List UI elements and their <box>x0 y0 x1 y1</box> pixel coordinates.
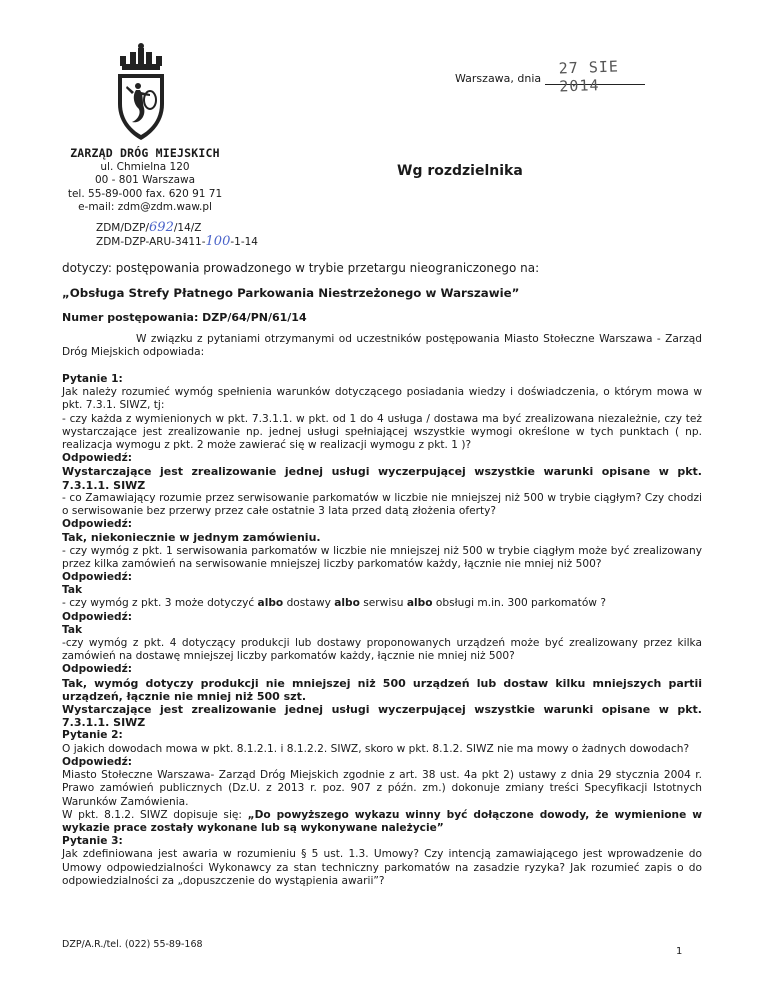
answer-1d: Tak <box>62 623 83 636</box>
dotyczy-line: dotyczy: postępowania prowadzonego w trybie przetargu nieograniczonego na: <box>62 261 540 275</box>
date-stamp: 27 SIE 2014 <box>558 57 619 96</box>
answer-1b: Tak, niekoniecznie w jednym zamówieniu. <box>62 531 321 545</box>
question-1-text: Jak należy rozumieć wymóg spełnienia warunków dotyczącego posiadania wiedzy i doświadczenia, o którym mowa w pkt. 7.3.1. SIWZ, tj: <box>62 386 702 412</box>
answer-label: Odpowiedź: <box>62 610 133 623</box>
answer-2-amendment <box>62 809 702 835</box>
org-name: ZARZĄD DRÓG MIEJSKICH <box>70 146 220 160</box>
a2-pre: W pkt. 8.1.2. SIWZ dopisuje się: <box>62 808 248 821</box>
intro-lead: W związku z pytaniami otrzymanymi od uczestników postępowania Miasto Stołeczne Warszawa - Zarząd Dróg Miejskich odpowiada: <box>62 333 702 359</box>
recipient: Wg rozdzielnika <box>397 163 523 179</box>
answer-label: Odpowiedź: <box>62 663 133 676</box>
ref1-handwritten: 692 <box>149 220 174 235</box>
reference-2 <box>96 235 258 249</box>
question-3-text: Jak zdefiniowana jest awaria w rozumieniu § 5 ust. 1.3. Umowy? Czy intencją zamawiającego jest wprowadzenie do Umowy odpowiedzialności Wykonawcy za stan techniczny parkomatów na zasadzie ryzyka? Jak rozumieć zapis o do odpowiedzialności za „dopuszczenie do wystąpienia awarii”? <box>62 848 702 887</box>
reference-1 <box>96 221 258 235</box>
ref1-suffix: /14/Z <box>173 222 202 234</box>
question-1c: - czy wymóg z pkt. 1 serwisowania parkomatów w liczbie nie mniejszej niż 500 w trybie ciągłym może być zrealizowany przez kilka zamówień na serwisowanie mniejszej liczby parkomatów każdy, łącznie nie mniej niż 500? <box>62 544 702 570</box>
q1d-mid-1: dostawy <box>283 597 335 610</box>
ref2-handwritten: 100 <box>205 234 231 249</box>
org-city: 00 - 801 Warszawa <box>94 174 196 186</box>
qa-section <box>62 373 702 888</box>
answer-label: Odpowiedź: <box>62 755 133 768</box>
org-phone: tel. 55-89-000 fax. 620 91 71 <box>67 187 223 200</box>
q1d-pre: - czy wymóg z pkt. 3 może dotyczyć <box>62 597 258 610</box>
org-email: e-mail: zdm@zdm.waw.pl <box>78 201 212 213</box>
place-date <box>455 57 645 96</box>
tender-title: „Obsługa Strefy Płatnego Parkowania Niestrzeżonego w Warszawie” <box>62 286 520 300</box>
ref1-prefix: ZDM/DZP/ <box>96 222 150 234</box>
question-3-label: Pytanie 3: <box>62 835 123 848</box>
question-2-label: Pytanie 2: <box>62 729 123 742</box>
sender-address-block <box>60 147 230 215</box>
q1d-albo-3: albo <box>406 597 433 610</box>
reference-numbers <box>96 221 258 249</box>
question-1e: -czy wymóg z pkt. 4 dotyczący produkcji lub dostawy proponowanych urządzeń może być zrealizowany przez kilka zamówień na dostawę mniejszej liczby parkomatów każdy, łącznie nie mniej niż 500? <box>62 637 702 663</box>
answer-1e-2: Wystarczające jest zrealizowanie jednej usługi wyczerpującej wszystkie warunki opisane w pkt. 7.3.1.1. SIWZ <box>62 703 702 730</box>
answer-label: Odpowiedź: <box>62 518 133 531</box>
page-number: 1 <box>676 946 683 957</box>
ref2-suffix: -1-14 <box>230 236 258 248</box>
question-1b: - co Zamawiający rozumie przez serwisowanie parkomatów w liczbie nie mniejszej niż 500 w trybie ciągłym? Czy chodzi o serwisowanie bez przerwy przez całe ostatnie 3 lata przed datą złożenia oferty? <box>62 491 702 518</box>
answer-1c: Tak <box>62 584 83 597</box>
question-1d <box>62 597 702 610</box>
answer-label: Odpowiedź: <box>62 452 133 465</box>
date-blank <box>545 57 645 96</box>
tender-number: Numer postępowania: DZP/64/PN/61/14 <box>62 311 307 324</box>
q1d-albo-1: albo <box>257 597 284 610</box>
q1d-post: obsługi m.in. 300 parkomatów ? <box>432 597 606 610</box>
warsaw-crest-logo <box>108 42 174 142</box>
answer-2-text: Miasto Stołeczne Warszawa- Zarząd Dróg Miejskich zgodnie z art. 38 ust. 4a pkt 2) ustawy z dnia 29 stycznia 2004 r. Prawo zamówień publicznych (Dz.U. z 2013 r. poz. 907 z późn. zm.) dokonuje zmiany treści Specyfikacji Istotnych Warunków Zamówienia. <box>62 769 702 808</box>
answer-label: Odpowiedź: <box>62 571 133 584</box>
org-street: ul. Chmielna 120 <box>100 160 190 173</box>
question-2-text: O jakich dowodach mowa w pkt. 8.1.2.1. i 8.1.2.2. SIWZ, skoro w pkt. 8.1.2. SIWZ nie ma mowy o żadnych dowodach? <box>62 742 690 755</box>
footer-contact: DZP/A.R./tel. (022) 55-89-168 <box>62 939 203 950</box>
a2-bold: „Do powyższego wykazu winny być dołączone dowody, że wymienione w wykazie prace zostały wykonane lub są wykonywane należycie” <box>62 808 702 834</box>
place-date-label: Warszawa, dnia <box>455 72 542 85</box>
question-1a: - czy każda z wymienionych w pkt. 7.3.1.1. w pkt. od 1 do 4 usługa / dostawa ma być zrealizowana niezależnie, czy też wystarczające jest zrealizowanie np. jednej usługi spełniającej wszystkie wymogi określone w tych punktach ( np. realizacja wymogu z pkt. 2 może zawierać się w realizacji wymogu z pkt. 1 )? <box>62 412 702 452</box>
q1d-albo-2: albo <box>334 597 360 610</box>
ref2-prefix: ZDM-DZP-ARU-3411- <box>96 236 206 248</box>
q1d-mid-2: serwisu <box>359 597 407 610</box>
question-1-label: Pytanie 1: <box>62 373 123 385</box>
answer-1a: Wystarczające jest zrealizowanie jednej usługi wyczerpującej wszystkie warunki opisane w pkt. 7.3.1.1. SIWZ <box>62 465 702 492</box>
answer-1e-1: Tak, wymóg dotyczy produkcji nie mniejszej niż 500 urządzeń lub dostaw kilku mniejszych partii urządzeń, łącznie nie mniej niż 500 szt. <box>62 676 702 703</box>
